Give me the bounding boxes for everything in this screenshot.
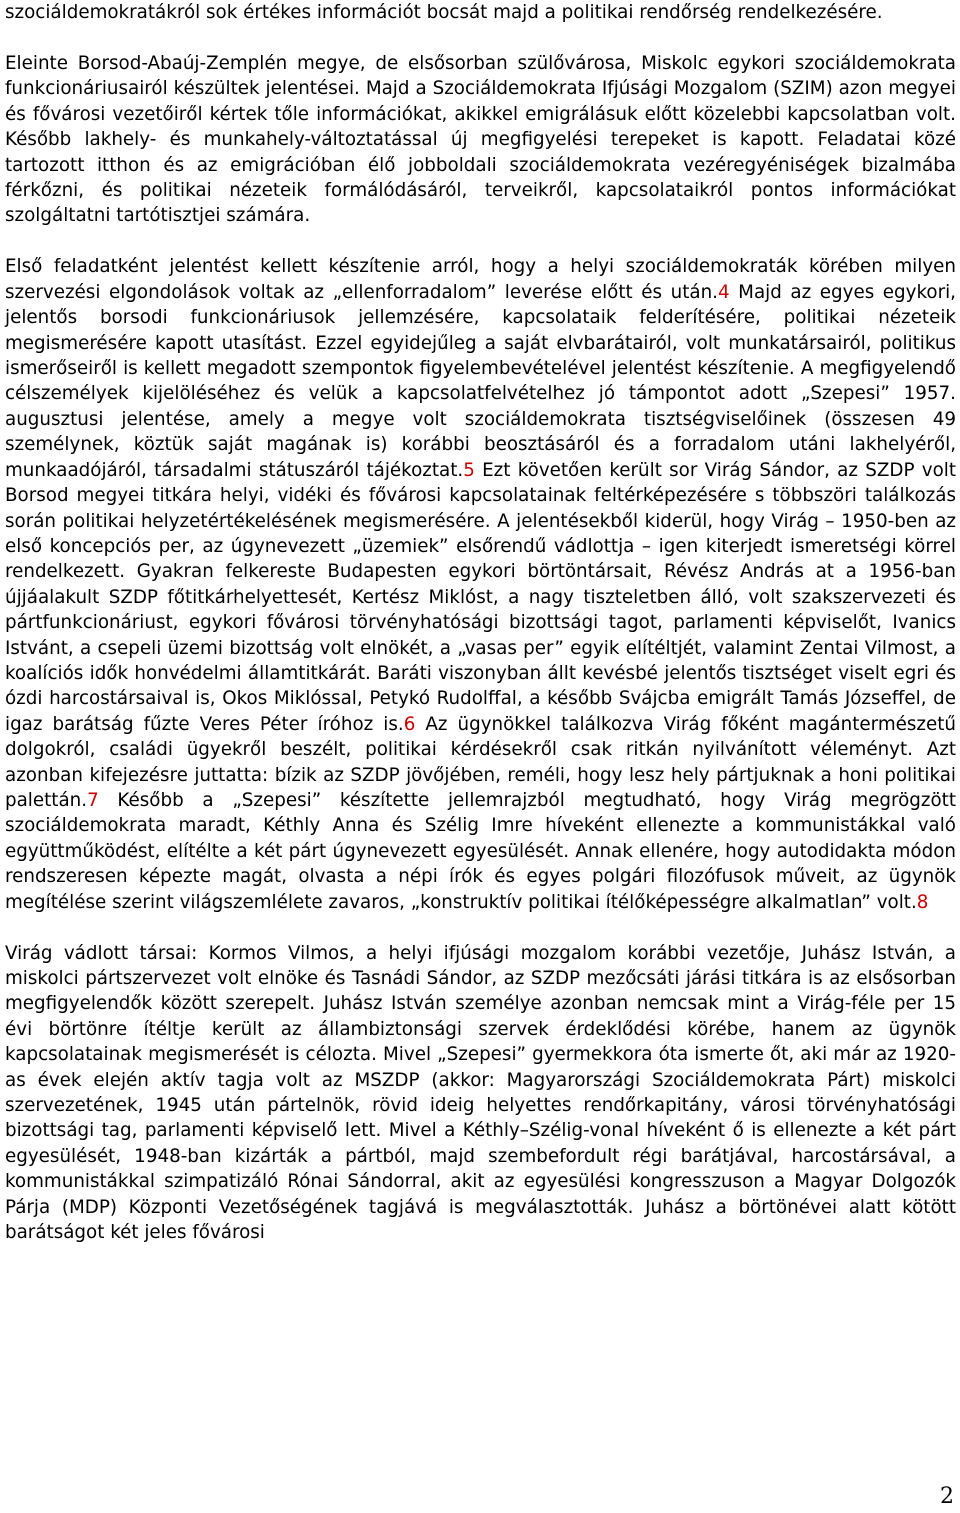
paragraph-3 <box>5 254 956 915</box>
paragraph-3-text-1: Első feladatként jelentést kellett készítenie arról, hogy a helyi szociáldemokraták körében milyen szervezési elgondolások voltak az „ellenforradalom” leverése előtt és után. <box>5 256 956 303</box>
paragraph-3-text-4: Az ügynökkel találkozva Virág főként magántermészetű dolgokról, családi ügyekről beszélt, politikai kérdésekről csak ritkán nyilvánított véleményt. Azt azonban kifejezésre juttatta: bízik az SZDP jövőjében, reméli, hogy lesz hely pártjuknak a honi politikai palettán. <box>5 713 956 811</box>
paragraph-3-text-2: Majd az egyes egykori, jelentős borsodi funkcionáriusok jellemzésére, kapcsolataik felderítésére, politikai nézeteik megismerésére kapott utasítást. Ezzel egyidejűleg a saját elvbarátairól, volt munkatársairól, politikus ismerőseiről is kellett megadott szempontok figyelembevételével jelentést készítenie. A megfigyelendő célszemélyek kijelöléséhez és velük a kapcsolatfelvételhez jó támpontot adott „Szepesi” 1957. augusztusi jelentése, amely a megye volt szociáldemokrata tisztségviselőinek (összesen 49 személynek, köztük saját magának is) korábbi beosztásáról és a forradalom utáni lakhelyéről, munkaadójáról, társadalmi státuszáról tájékoztat. <box>5 281 956 481</box>
paragraph-3-text-3: Ezt követően került sor Virág Sándor, az SZDP volt Borsod megyei titkára helyi, vidéki és fővárosi kapcsolatainak feltérképezésére s többszöri találkozás során politikai helyzetértékelésének megismerésére. A jelentésekből kiderül, hogy Virág – 1950-ben az első koncepciós per, az úgynevezett „üzemiek” elsőrendű vádlottja – igen kiterjedt ismeretségi körrel rendelkezett. Gyakran felkereste Budapesten egykori börtöntársait, Révész András at a 1956-ban újjáalakult SZDP főtitkárhelyettesét, Kertész Miklóst, a nagy tiszteletben álló, volt szakszervezeti és pártfunkcionáriust, egykori fővárosi törvényhatósági bizottsági tagot, parlamenti képviselőt, Ivanics Istvánt, a csepeli üzemi bizottság volt elnökét, a „vasas per” egyik elítéltjét, valamint Zentai Vilmost, a koalíciós idők honvédelmi államtitkárát. Baráti viszonyban állt kevésbé jelentős tisztséget viselt egri és ózdi harcostársaival is, Okos Miklóssal, Petykó Rudolffal, a később Svájcba emigrált Tamás Józseffel, de igaz barátság fűzte Veres Péter íróhoz is. <box>5 459 956 735</box>
paragraph-gap <box>5 915 956 941</box>
paragraph-2: Eleinte Borsod-Abaúj-Zemplén megye, de elsősorban szülővárosa, Miskolc egykori szociáldemokrata funkcionáriusairól készültek jelentései. Majd a Szociáldemokrata Ifjúsági Mozgalom (SZIM) azon megyei és fővárosi vezetőiről kértek tőle információkat, akikkel emigrálásuk előtt közelebbi kapcsolatban volt. Később lakhely- és munkahely-változtatással új megfigyelési terepeket is kapott. Feladatai közé tartozott itthon és az emigrációban élő jobboldali szociáldemokrata vezéregyéniségek bizalmába férkőzni, és politikai nézeteik formálódásáról, terveikről, kapcsolataikról pontos információkat szolgáltatni tartótisztjei számára. <box>5 53 956 227</box>
paragraph-4: Virág vádlott társai: Kormos Vilmos, a helyi ifjúsági mozgalom korábbi vezetője, Juhász István, a miskolci pártszervezet volt elnöke és Tasnádi Sándor, az SZDP mezőcsáti járási titkára is az elsősorban megfigyelendők között szerepelt. Juhász István személye azonban nemcsak mint a Virág-féle per 15 évi börtönre ítéltje került az állambiztonsági szervek érdeklődési körébe, hanem az ügynök kapcsolatainak megismerését is célozta. Mivel „Szepesi” gyermekkora óta ismerte őt, aki már az 1920-as évek elején aktív tagja volt az MSZDP (akkor: Magyarországi Szociáldemokrata Párt) miskolci szervezetének, 1945 után pártelnök, rövid ideig helyettes rendőrkapitány, városi törvényhatósági bizottsági tag, parlamenti képviselő lett. Mivel a Kéthly–Szélig-vonal híveként ő is ellenezte a két párt egyesülését, 1948-ban kizárták a pártból, majd szembefordult régi barátjával, harcostársával, a kommunistákkal szimpatizáló Rónai Sándorral, akit az egyesülési kongresszuson a Magyar Dolgozók Párja (MDP) Központi Vezetőségének tagjává is megválasztották. Juhász a börtönévei alatt kötött barátságot két jeles fővárosi <box>5 942 956 1244</box>
document-body <box>5 0 956 1245</box>
paragraph-gap <box>5 229 956 255</box>
footnote-ref-7[interactable]: 7 <box>87 789 99 811</box>
page-number: 2 <box>940 1484 954 1509</box>
footnote-ref-8[interactable]: 8 <box>916 891 929 913</box>
footnote-ref-4[interactable]: 4 <box>717 281 730 303</box>
paragraph-3-text-5: Később a „Szepesi” készítette jellemrajzból megtudható, hogy Virág megrögzött szociáldemokrata maradt, Kéthly Anna és Szélig Imre híveként ellenezte a kommunistákkal való együttműködést, elítélte a két párt úgynevezett egyesülését. Annak ellenére, hogy autodidakta módon rendszeresen képezte magát, olvasta a népi írók és egyes polgári filozófusok műveit, az ügynök megítélése szerint világszemlélete zavaros, „konstruktív politikai ítélőképességre alkalmatlan” volt. <box>5 789 956 913</box>
footnote-ref-6[interactable]: 6 <box>403 713 416 735</box>
paragraph-1: szociáldemokratákról sok értékes információt bocsát majd a politikai rendőrség rendelkezésére. <box>5 2 883 23</box>
paragraph-gap <box>5 25 956 51</box>
footnote-ref-5[interactable]: 5 <box>463 459 475 481</box>
